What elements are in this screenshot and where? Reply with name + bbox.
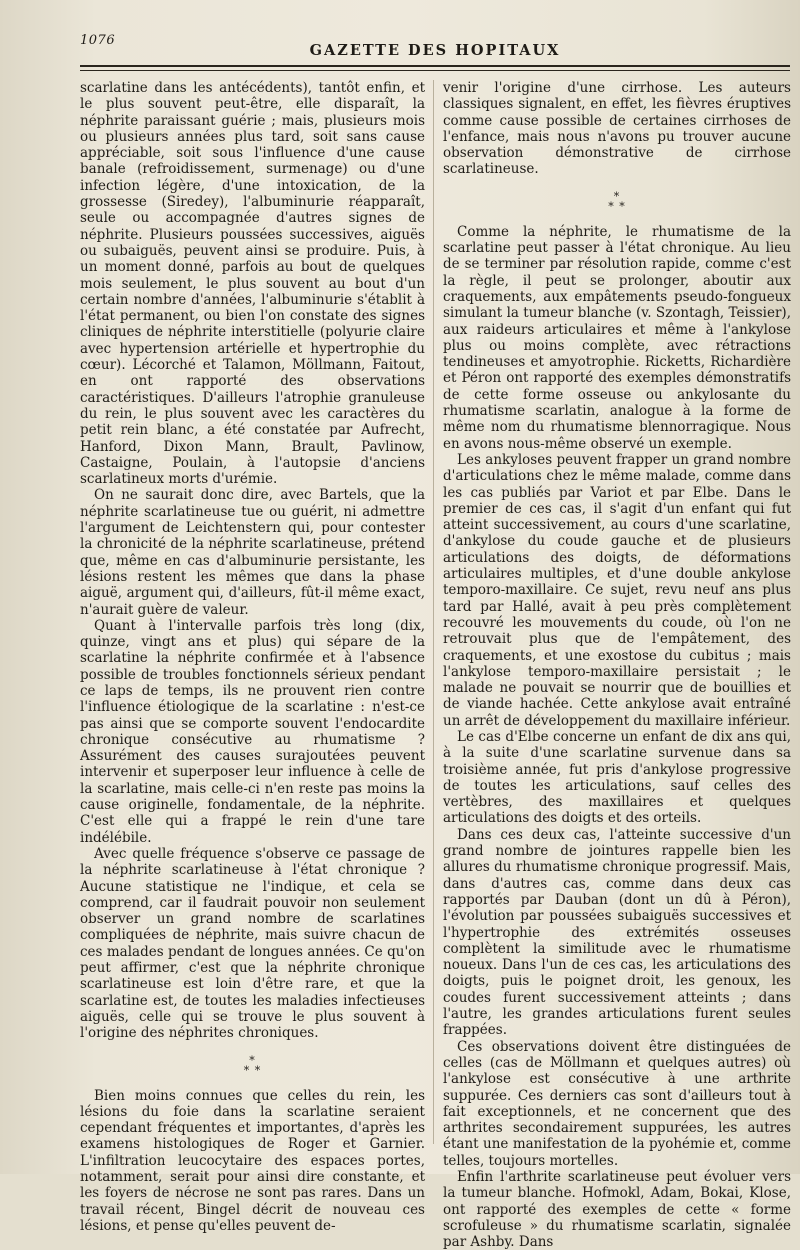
column-divider [433, 80, 434, 1144]
section-separator: * * * [608, 189, 626, 213]
paragraph: Quant à l'intervalle parfois très long (dix, quinze, vingt ans et plus) qui sépare de la scarlatine la néphrite confirmée et à l'absence possible de troubles fonctionnels sérieux pendant ce laps de temps, ils ne prouvent rien contre l'influence étiologique de la scarlatine : n'est-ce pas ainsi que se comporte souvent l'endocardite chronique consécutive au rhumatisme ? Assurément des causes surajoutées peuvent intervenir et superposer leur influence à celle de la scarlatine, mais celle-ci n'en reste pas moins la cause originelle, fondamentale, de la néphrite. C'est elle qui a frappé le rein d'une tare indélébile. [80, 617, 425, 846]
paragraph: Les ankyloses peuvent frapper un grand nombre d'articulations chez le même malade, comme dans les cas publiés par Variot et par Elbe. Dans le premier de ces cas, il s'agit d'un enfant qui fut atteint successivement, au cours d'une scarlatine, d'ankylose du coude gauche et de plusieurs articulations des doigts, de déformations articulaires multiples, et d'une double ankylose temporo-maxillaire. Ce sujet, revu neuf ans plus tard par Hallé, avait à peu près complètement recouvré les mouvements du coude, où l'on ne retrouvait plus que de l'empâtement, des craquements, et une exostose du cubitus ; mais l'ankylose temporo-maxillaire persistait ; le malade ne pouvait se nourrir que de bouillies et de viande hachée. Cette ankylose avait entraîné un arrêt de développement du maxillaire inférieur. [443, 451, 791, 729]
paragraph: On ne saurait donc dire, avec Bartels, que la néphrite scarlatineuse tue ou guérit, ni admettre l'argument de Leichtenstern qui, pour contester la chronicité de la néphrite scarlatineuse, prétend que, même en cas d'albuminurie persistante, les lésions restent les mêmes que dans la phase aiguë, argument qui, d'ailleurs, fût-il même exact, n'aurait guère de valeur. [80, 487, 425, 618]
header-rule [80, 65, 790, 67]
paragraph: venir l'origine d'une cirrhose. Les auteurs classiques signalent, en effet, les fièvres éruptives comme cause possible de certaines cirrhoses de l'enfance, mais nous n'avons pu trouver aucune observation démonstrative de cirrhose scarlatineuse. [443, 80, 791, 178]
header-rule-thin [80, 70, 790, 71]
paragraph: Enfin l'arthrite scarlatineuse peut évoluer vers la tumeur blanche. Hofmokl, Adam, Bokai, Klose, ont rapporté des exemples de cette « forme scrofuleuse » du rhumatisme scarlatin, signalée par Ashby. Dans [443, 1169, 791, 1250]
paragraph: Avec quelle fréquence s'observe ce passage de la néphrite scarlatineuse à l'état chronique ? Aucune statistique ne l'indique, et cela se comprend, car il faudrait pouvoir non seulement observer un grand nombre de scarlatines compliquées de néphrite, mais suivre chacun de ces malades pendant de longues années. Ce qu'on peut affirmer, c'est que la néphrite chronique scarlatineuse est loin d'être rare, et que la scarlatine est, de toutes les maladies infectieuses aiguës, celle qui se trouve le plus souvent à l'origine des néphrites chroniques. [80, 845, 425, 1042]
paragraph: Comme la néphrite, le rhumatisme de la scarlatine peut passer à l'état chronique. Au lieu de se terminer par résolution rapide, comme c'est la règle, il peut se prolonger, aboutir aux craquements, aux empâtements pseudo-fongueux simulant la tumeur blanche (v. Szontagh, Teissier), aux raideurs articulaires et même à l'ankylose plus ou moins complète, avec rétractions tendineuses et amyotrophie. Ricketts, Richardière et Péron ont rapporté des exemples démonstratifs de cette forme osseuse ou ankylosante du rhumatisme scarlatin, analogue à la forme de même nom du rhumatisme blennorragique. Nous en avons nous-même observé un exemple. [443, 223, 791, 452]
section-separator: * * * [243, 1053, 262, 1077]
right-column [443, 80, 791, 1250]
running-head-title: GAZETTE DES HOPITAUX [309, 42, 561, 59]
paragraph: Ces observations doivent être distinguées de celles (cas de Möllmann et quelques autres) où l'ankylose est consécutive à une arthrite suppurée. Ces derniers cas sont d'ailleurs tout à fait exceptionnels, et ne concernent que des arthrites secondairement suppurées, les autres étant une manifestation de la pyohémie et, comme telles, toujours mortelles. [443, 1038, 791, 1169]
paragraph: Bien moins connues que celles du rein, les lésions du foie dans la scarlatine seraient cependant fréquentes et importantes, d'après les examens histologiques de Roger et Garnier. L'infiltration leucocytaire des espaces portes, notamment, serait pour ainsi dire constante, et les foyers de nécrose ne sont pas rares. Dans un travail récent, Bingel décrit de nouveau ces lésions, et pense qu'elles peuvent de- [80, 1087, 425, 1234]
paragraph: Le cas d'Elbe concerne un enfant de dix ans qui, à la suite d'une scarlatine survenue dans sa troisième année, fut pris d'ankylose progressive de toutes les articulations, sauf celles des vertèbres, des maxillaires et quelques articulations des doigts et des orteils. [443, 728, 791, 827]
left-column [80, 80, 425, 1234]
page-number: 1076 [80, 33, 116, 48]
paragraph: Dans ces deux cas, l'atteinte successive d'un grand nombre de jointures rappelle bien les allures du rhumatisme chronique progressif. Mais, dans d'autres cas, comme dans deux cas rapportés par Dauban (dont un dû à Péron), l'évolution par poussées subaiguës successives et l'hypertrophie des extrémités osseuses complètent la similitude avec le rhumatisme noueux. Dans l'un de ces cas, les articulations des doigts, puis le poignet droit, les genoux, les coudes furent successivement atteints ; dans l'autre, les grandes articulations furent seules frappées. [443, 826, 791, 1039]
paragraph: scarlatine dans les antécédents), tantôt enfin, et le plus souvent peut-être, elle disparaît, la néphrite paraissant guérie ; mais, plusieurs mois ou plusieurs années plus tard, soit sans cause appréciable, soit sous l'influence d'une cause banale (refroidissement, surmenage) ou d'une infection légère, d'une intoxication, de la grossesse (Siredey), l'albuminurie réapparaît, seule ou accompagnée d'autres signes de néphrite. Plusieurs poussées successives, aiguës ou subaiguës, peuvent ainsi se produire. Puis, à un moment donné, parfois au bout de quelques mois seulement, le plus souvent au bout d'un certain nombre d'années, l'albuminurie s'établit à l'état permanent, ou bien l'on constate des signes cliniques de néphrite interstitielle (polyurie claire avec hypertension artérielle et hypertrophie du cœur). Lécorché et Talamon, Möllmann, Faitout, en ont rapporté des observations caractéristiques. D'ailleurs l'atrophie granuleuse du rein, le plus souvent avec les caractères du petit rein blanc, a été constatée par Aufrecht, Hanford, Dixon Mann, Brault, Pavlinow, Castaigne, Poulain, à l'autopsie d'anciens scarlatineux morts d'urémie. [80, 80, 425, 488]
